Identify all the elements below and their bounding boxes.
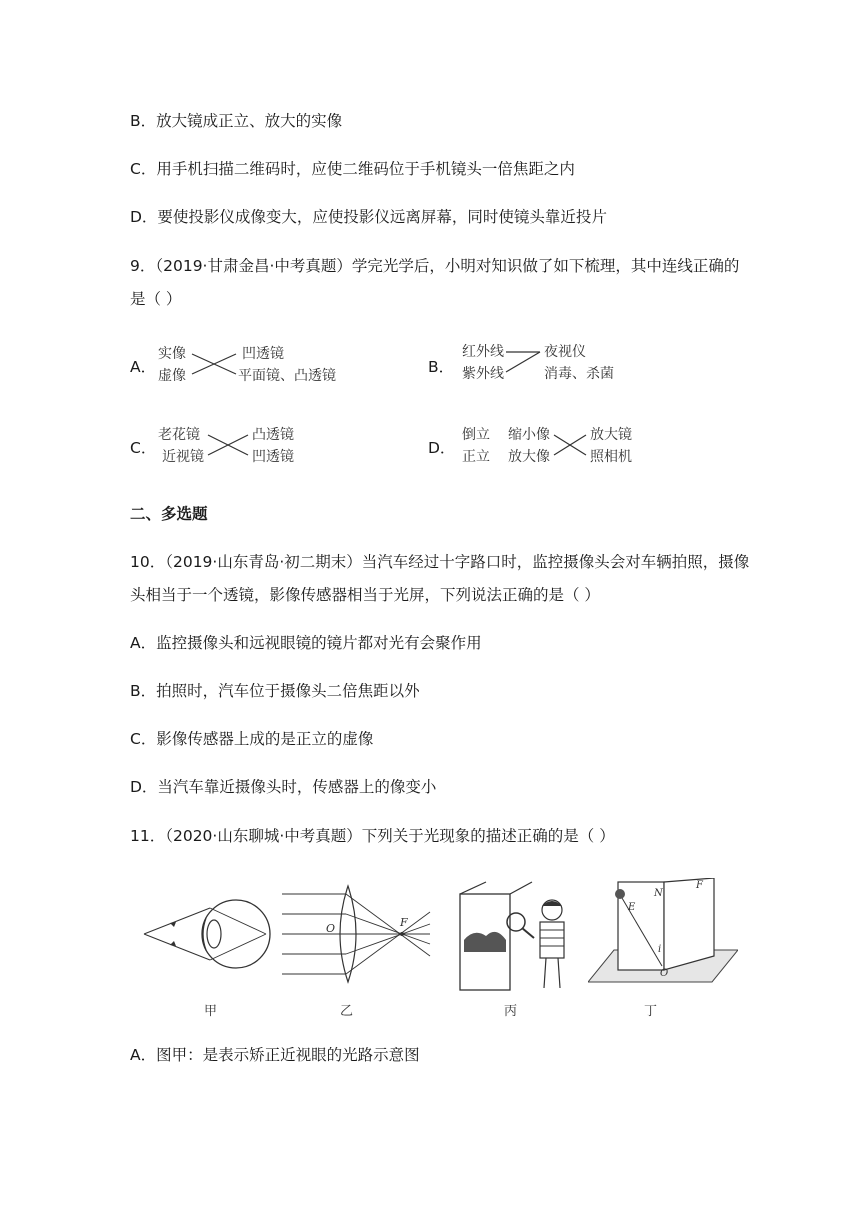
q9-a-connector-lines: [158, 343, 358, 387]
q9-option-a-letter: A．: [130, 358, 157, 376]
fig-label-bing: 丙: [504, 1004, 518, 1019]
q9-stem-line1: 9．（2019·甘肃金昌·中考真题）学完光学后，小明对知识做了如下梳理，其中连线正确的: [130, 257, 740, 275]
q9-option-d-diagram: [462, 424, 662, 468]
q9-c-left1: 老花镜: [158, 427, 200, 443]
fig-label-jia: 甲: [204, 1004, 218, 1019]
q9-c-right2: 凹透镜: [252, 449, 294, 465]
board-mark-f: F: [696, 880, 703, 891]
q9-b-right1: 夜视仪: [544, 344, 586, 360]
q9-option-c-letter: C．: [130, 439, 157, 457]
q11-option-a: A．图甲：是表示矫正近视眼的光路示意图: [130, 1046, 420, 1064]
q10-option-a: A．监控摄像头和远视眼镜的镜片都对光有会聚作用: [130, 634, 482, 652]
q9-stem-line2: 是（ ）: [130, 290, 182, 308]
q9-c-left2: 近视镜: [162, 449, 204, 465]
reflection-board-figure: [588, 878, 738, 998]
q9-c-connector-lines: [158, 424, 338, 468]
q9-b-left1: 红外线: [462, 344, 504, 360]
q9-option-d-letter: D．: [428, 439, 456, 457]
q8-option-b: B．放大镜成正立、放大的实像: [130, 112, 343, 130]
fig-label-yi: 乙: [340, 1004, 354, 1019]
q9-a-left1: 实像: [158, 346, 186, 362]
lens-mark-o: O: [326, 922, 336, 935]
q11-stem: 11．（2020·山东聊城·中考真题）下列关于光现象的描述正确的是（ ）: [130, 827, 615, 845]
q9-d-connector-lines: [462, 424, 662, 468]
q10-option-c: C．影像传感器上成的是正立的虚像: [130, 730, 374, 748]
q10-stem-line1: 10．（2019·山东青岛·初二期末）当汽车经过十字路口时，监控摄像头会对车辆拍照，摄像: [130, 553, 750, 571]
q8-option-d: D．要使投影仪成像变大，应使投影仪远离屏幕，同时使镜头靠近投片: [130, 208, 607, 226]
q9-d-col2-2: 放大像: [508, 449, 550, 465]
q9-c-right1: 凸透镜: [252, 427, 294, 443]
q9-b-left2: 紫外线: [462, 366, 504, 382]
q10-stem-line2: 头相当于一个透镜，影像传感器相当于光屏，下列说法正确的是（ ）: [130, 586, 600, 604]
fig-label-ding: 丁: [644, 1004, 658, 1019]
q9-d-col1-1: 倒立: [462, 427, 490, 443]
q9-b-connector-lines: [462, 341, 642, 385]
q9-a-right1: 凹透镜: [242, 346, 284, 362]
q9-option-b-letter: B．: [428, 358, 455, 376]
q9-option-b-diagram: [462, 341, 642, 385]
board-mark-e: E: [628, 902, 636, 913]
q11-figures: [140, 878, 740, 1018]
q9-a-left2: 虚像: [158, 368, 186, 384]
q9-d-col1-2: 正立: [462, 449, 490, 465]
q9-a-right2: 平面镜、凸透镜: [238, 368, 336, 384]
convex-lens-figure: [282, 878, 432, 998]
section-title: 二、多选题: [130, 505, 208, 523]
q10-option-b: B．拍照时，汽车位于摄像头二倍焦距以外: [130, 682, 420, 700]
q10-option-d: D．当汽车靠近摄像头时，传感器上的像变小: [130, 778, 437, 796]
board-mark-i: i: [658, 944, 662, 955]
lens-mark-f: F: [400, 916, 408, 929]
q9-option-c-diagram: [158, 424, 338, 468]
board-mark-n: N: [654, 888, 663, 899]
eye-diagram-figure: [140, 878, 280, 998]
q9-d-col2-1: 缩小像: [508, 427, 550, 443]
q9-b-right2: 消毒、杀菌: [544, 366, 614, 382]
q9-option-a-diagram: [158, 343, 358, 387]
board-mark-o: O: [660, 968, 669, 979]
q8-option-c: C．用手机扫描二维码时，应使二维码位于手机镜头一倍焦距之内: [130, 160, 575, 178]
q9-d-right2: 照相机: [590, 449, 632, 465]
magnifier-person-figure: [456, 878, 576, 998]
q9-d-right1: 放大镜: [590, 427, 632, 443]
